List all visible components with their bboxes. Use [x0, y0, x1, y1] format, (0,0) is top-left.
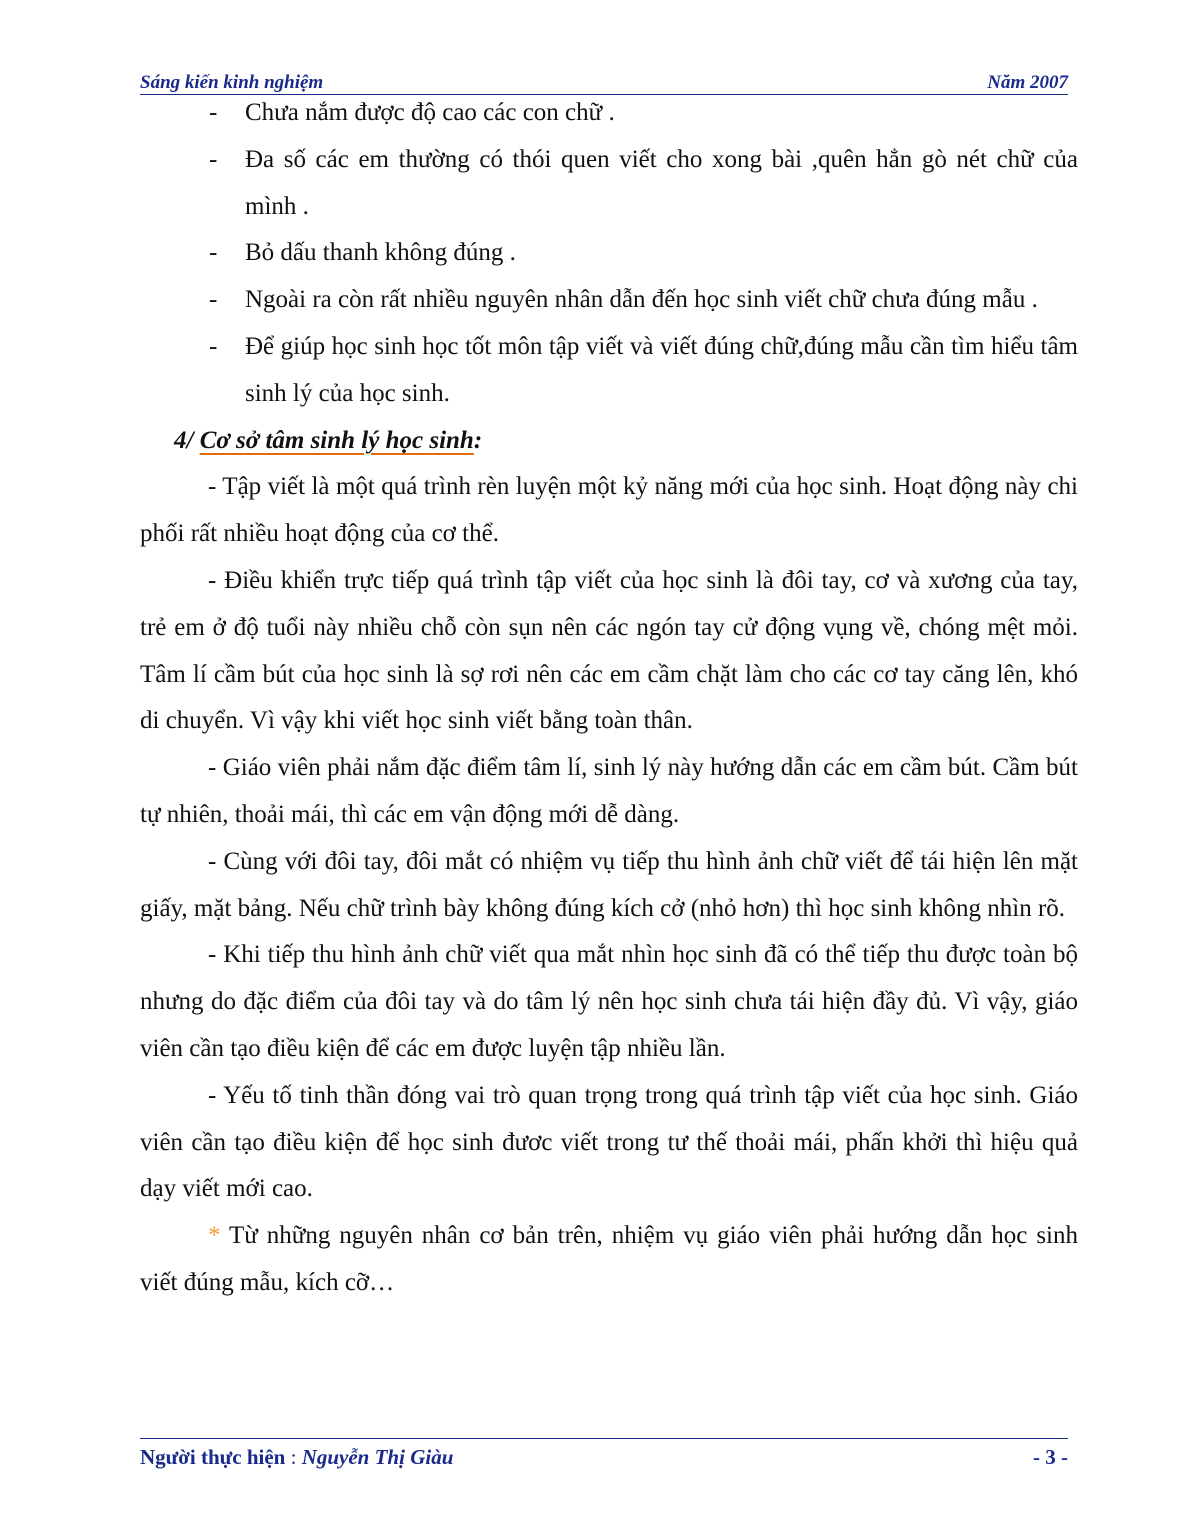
- paragraph: - Cùng với đôi tay, đôi mắt có nhiệm vụ tiếp thu hình ảnh chữ viết để tái hiện lên mặt giấy, mặt bảng. Nếu chữ trình bày không đúng kích cở (nhỏ hơn) thì học sinh không nhìn rõ.: [140, 847, 1078, 922]
- bullet-dash: -: [209, 239, 218, 267]
- bullet-text: Bỏ dấu thanh không đúng .: [245, 239, 516, 267]
- paragraph: - Tập viết là một quá trình rèn luyện một kỷ năng mới của học sinh. Hoạt động này chi phối rất nhiều hoạt động của cơ thể.: [140, 473, 1078, 548]
- star-icon: *: [208, 1222, 221, 1250]
- bullet-text: Đa số các em thường có thói quen viết cho xong bài ,quên hẳn gò nét chữ của mình .: [245, 145, 1078, 220]
- bullet-dash: -: [209, 99, 218, 126]
- bullet-item: [140, 90, 1078, 137]
- footer-label: Người thực hiện: [140, 1445, 286, 1469]
- bullet-item: [140, 137, 1078, 231]
- bullet-dash: -: [209, 286, 218, 314]
- conclusion-paragraph: [140, 1213, 1078, 1307]
- bullet-dash: -: [209, 332, 218, 360]
- bullet-item: [140, 277, 1078, 324]
- bullet-text: Để giúp học sinh học tốt môn tập viết và viết đúng chữ,đúng mẫu cần tìm hiểu tâm sinh lý của học sinh.: [245, 332, 1078, 407]
- section-colon: :: [473, 426, 483, 454]
- paragraph: - Yếu tố tinh thần đóng vai trò quan trọng trong quá trình tập viết của học sinh. Giáo viên cần tạo điều kiện để học sinh đươc viết trong tư thế thoải mái, phấn khởi thì hiệu quả dạy viết mới cao.: [140, 1081, 1078, 1203]
- conclusion-text: Từ những nguyên nhân cơ bản trên, nhiệm vụ giáo viên phải hướng dẫn học sinh viết đúng mẫu, kích cỡ…: [140, 1222, 1078, 1296]
- header-title: Sáng kiến kinh nghiệm: [140, 72, 324, 93]
- document-body: [140, 90, 1078, 1307]
- page-footer: [140, 1438, 1068, 1469]
- paragraph: - Khi tiếp thu hình ảnh chữ viết qua mắt nhìn học sinh đã có thể tiếp thu được toàn bộ nhưng do đặc điểm của đôi tay và do tâm lý nên học sinh chưa tái hiện đầy đủ. Vì vậy, giáo viên cần tạo điều kiện để các em được luyện tập nhiều lần.: [140, 941, 1078, 1062]
- footer-author: [140, 1445, 453, 1470]
- bullet-item: [140, 324, 1078, 418]
- footer-name: Nguyễn Thị Giàu: [301, 1445, 454, 1469]
- bullet-dash: -: [209, 145, 218, 173]
- section-number: 4/: [174, 426, 194, 454]
- section-title: Cơ sở tâm sinh lý học sinh: [199, 426, 474, 454]
- paragraph: - Điều khiển trực tiếp quá trình tập viết của học sinh là đôi tay, cơ và xương của tay, trẻ em ở độ tuổi này nhiều chỗ còn sụn nên các ngón tay cử động vụng về, chóng mệt mỏi. Tâm lí cầm bút của học sinh là sợ rơi nên các em cầm chặt làm cho các cơ tay căng lên, khó di chuyển. Vì vậy khi viết học sinh viết bằng toàn thân.: [140, 566, 1078, 735]
- header-year: Năm 2007: [987, 72, 1068, 93]
- bullet-text: Chưa nắm được độ cao các con chữ .: [245, 99, 615, 126]
- paragraph: - Giáo viên phải nắm đặc điểm tâm lí, sinh lý này hướng dẫn các em cầm bút. Cầm bút tự nhiên, thoải mái, thì các em vận động mới dễ dàng.: [140, 754, 1078, 828]
- page-number: - 3 -: [1033, 1445, 1068, 1469]
- section-heading: [140, 418, 1078, 465]
- bullet-text: Ngoài ra còn rất nhiều nguyên nhân dẫn đến học sinh viết chữ chưa đúng mẫu .: [245, 286, 1038, 314]
- bullet-item: [140, 230, 1078, 277]
- footer-separator: :: [285, 1445, 302, 1469]
